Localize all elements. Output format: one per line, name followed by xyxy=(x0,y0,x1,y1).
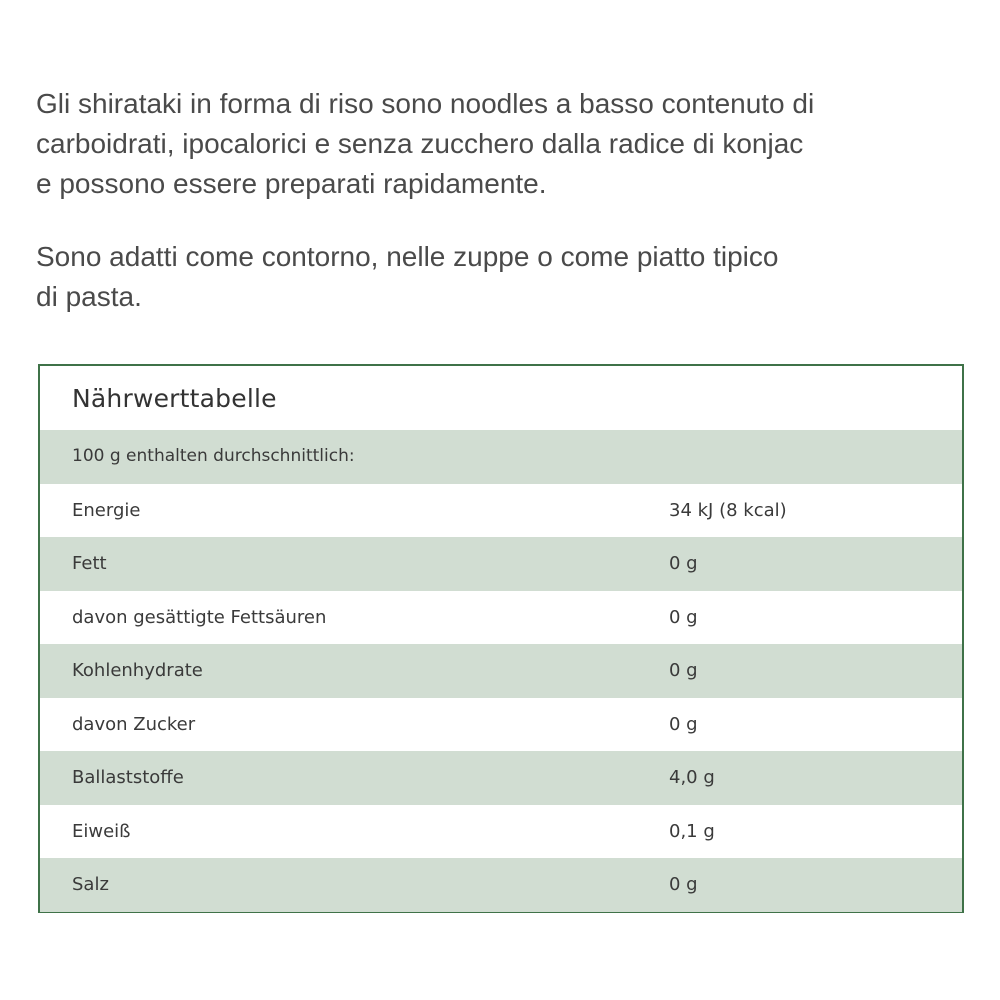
nutrition-subheader: 100 g enthalten durchschnittlich: xyxy=(72,446,355,466)
table-row xyxy=(40,805,962,859)
table-row xyxy=(40,591,962,645)
row-label: davon gesättigte Fettsäuren xyxy=(72,606,327,628)
row-value: 0 g xyxy=(669,713,698,735)
table-row xyxy=(40,858,962,912)
row-label: Kohlenhydrate xyxy=(72,660,203,681)
row-label: Salz xyxy=(72,874,109,895)
table-row xyxy=(40,751,962,805)
row-label: Eiweiß xyxy=(72,820,131,842)
row-value: 0 g xyxy=(669,553,698,574)
nutrition-table xyxy=(38,364,964,913)
row-label: Energie xyxy=(72,499,141,521)
nutrition-table-title: Nährwerttabelle xyxy=(72,384,277,413)
row-label: Ballaststoffe xyxy=(72,767,184,788)
row-value: 0 g xyxy=(669,660,698,681)
row-label: Fett xyxy=(72,553,107,574)
row-value: 4,0 g xyxy=(669,767,715,788)
description-paragraph-1: Gli shirataki in forma di riso sono noodles a basso contenuto di carboidrati, ipocalorici e senza zucchero dalla radice di konjac e possono essere preparati rapidamente. xyxy=(36,88,815,199)
product-description xyxy=(36,84,956,317)
row-value: 0 g xyxy=(669,606,698,628)
nutrition-subheader-row xyxy=(40,430,962,484)
description-paragraph-2: Sono adatti come contorno, nelle zuppe o come piatto tipico di pasta. xyxy=(36,241,779,312)
table-row xyxy=(40,537,962,591)
table-row xyxy=(40,698,962,752)
table-row xyxy=(40,484,962,538)
table-row xyxy=(40,644,962,698)
row-value: 0,1 g xyxy=(669,820,715,842)
row-value: 0 g xyxy=(669,874,698,895)
row-value: 34 kJ (8 kcal) xyxy=(669,499,787,521)
row-label: davon Zucker xyxy=(72,713,196,735)
